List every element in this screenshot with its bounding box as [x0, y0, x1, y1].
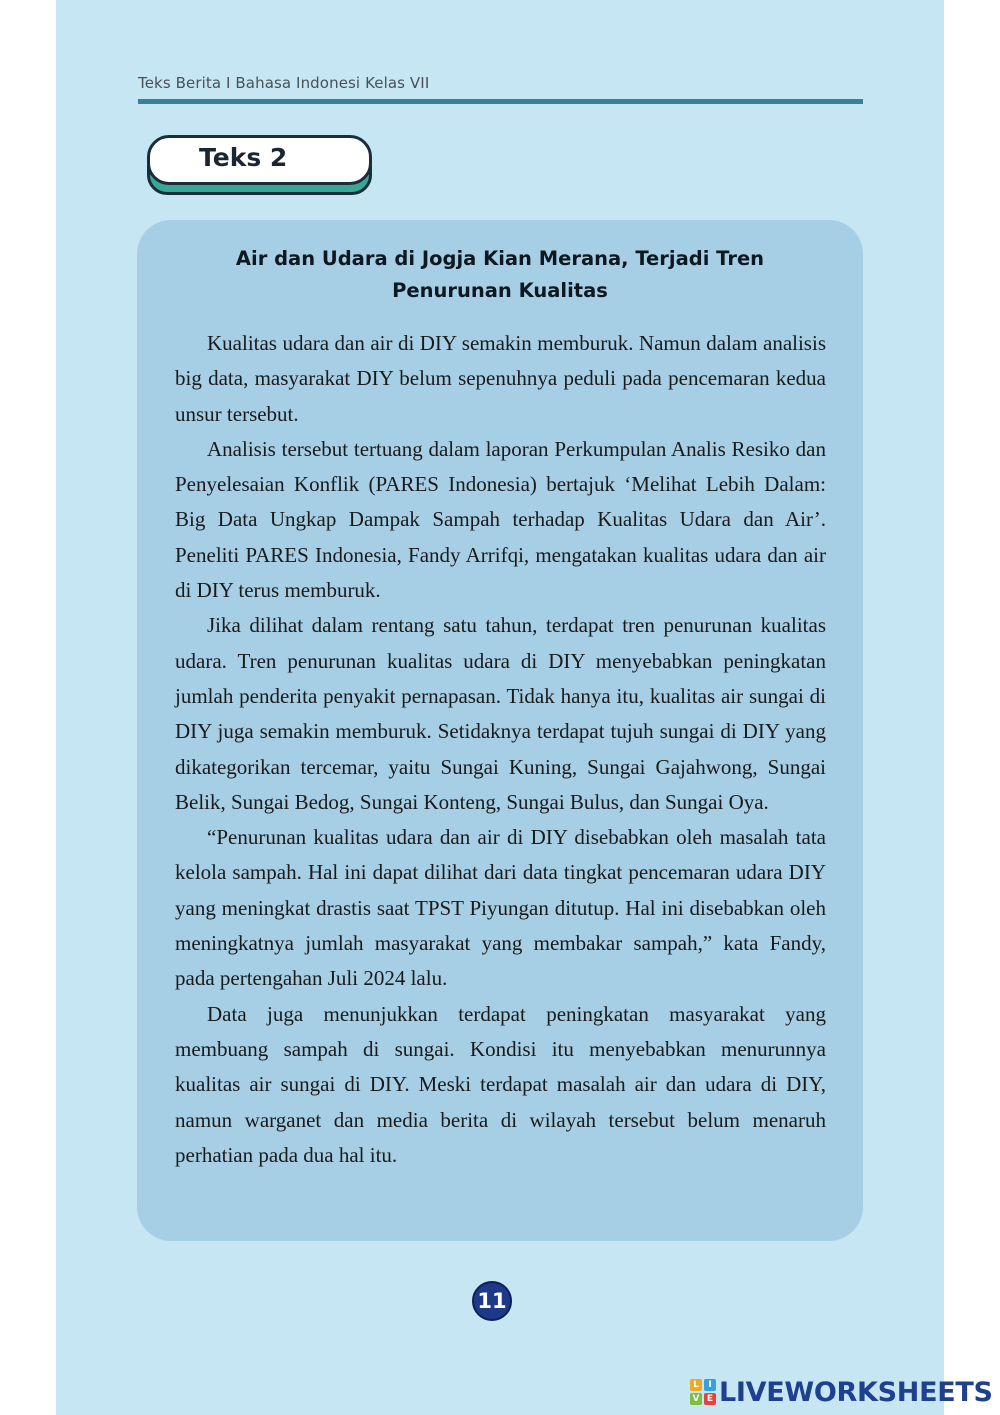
logo-letter-e: E	[704, 1393, 716, 1405]
paragraph-1: Kualitas udara dan air di DIY semakin memburuk. Namun dalam analisis big data, masyarakat DIY belum sepenuhnya peduli pada pencemaran kedua unsur tersebut.	[175, 331, 826, 426]
paragraph-3: Jika dilihat dalam rentang satu tahun, terdapat tren penurunan kualitas udara. Tren penurunan kualitas udara di DIY menyebabkan peningkatan jumlah penderita penyakit pernapasan. Tidak hanya itu, kualitas air sungai di DIY juga semakin memburuk. Setidaknya terdapat tujuh sungai di DIY yang dikategorikan tercemar, yaitu Sungai Kuning, Sungai Gajahwong, Sungai Belik, Sungai Bedog, Sungai Konteng, Sungai Bulus, dan Sungai Oya.	[175, 613, 826, 814]
header-divider	[138, 99, 863, 104]
paragraph-2: Analisis tersebut tertuang dalam laporan Perkumpulan Analis Resiko dan Penyelesaian Konflik (PARES Indonesia) bertajuk ‘Melihat Lebih Dalam: Big Data Ungkap Dampak Sampah terhadap Kualitas Udara dan Air’. Peneliti PARES Indonesia, Fandy Arrifqi, mengatakan kualitas udara dan air di DIY terus memburuk.	[175, 436, 826, 603]
article-body	[175, 326, 826, 1173]
logo-letter-v: V	[690, 1393, 702, 1405]
logo-letter-i: I	[704, 1379, 716, 1391]
liveworksheets-wordmark: LIVEWORKSHEETS	[719, 1376, 993, 1408]
paragraph-5: Data juga menunjukkan terdapat peningkatan masyarakat yang membuang sampah di sungai. Kondisi itu menyebabkan menurunnya kualitas air sungai di DIY. Meski terdapat masalah air dan udara di DIY, namun warganet dan media berita di wilayah tersebut belum menaruh perhatian pada dua hal itu.	[175, 1001, 826, 1167]
article-title-line-1: Air dan Udara di Jogja Kian Merana, Terjadi Tren	[235, 247, 765, 270]
liveworksheets-watermark	[690, 1375, 993, 1409]
logo-letter-l: L	[690, 1379, 702, 1391]
running-header: Teks Berita I Bahasa Indonesi Kelas VII	[138, 74, 430, 92]
page-number-badge: 11	[472, 1281, 512, 1321]
section-tab-label: Teks 2	[199, 143, 288, 172]
article-title-line-2: Penurunan Kualitas	[392, 279, 608, 302]
liveworksheets-logo-icon	[690, 1379, 716, 1405]
paragraph-4: “Penurunan kualitas udara dan air di DIY disebabkan oleh masalah tata kelola sampah. Hal ini dapat dilihat dari data tingkat pencemaran udara DIY yang meningkat drastis saat TPST Piyungan ditutup. Hal ini disebabkan oleh meningkatnya jumlah masyarakat yang membakar sampah,” kata Fandy, pada pertengahan Juli 2024 lalu.	[175, 825, 826, 991]
article-title	[190, 243, 810, 307]
